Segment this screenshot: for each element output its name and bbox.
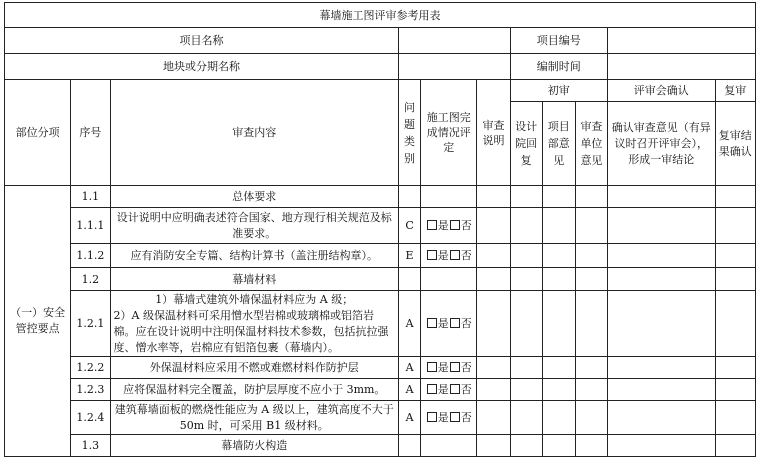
row-content-line: 2）A 级保温材料可采用憎水型岩棉或玻璃棉或铝箔岩棉。应在设计说明中注明保温材料技术参数，包括抗拉强度、憎水率等，岩棉应有铝箔包裹（幕墙内）。 xyxy=(113,308,389,354)
row-seq: 1.1.2 xyxy=(71,244,110,268)
plot-label: 地块或分期名称 xyxy=(5,54,399,80)
no-checkbox[interactable] xyxy=(450,362,460,372)
row-evaluation xyxy=(421,186,477,208)
row-seq: 1.3 xyxy=(71,435,110,457)
table-row xyxy=(5,208,756,244)
row-type xyxy=(399,435,421,457)
table-row xyxy=(5,379,756,401)
row-evaluation: 是 否 xyxy=(421,401,477,435)
header-review-note: 审查说明 xyxy=(477,80,510,186)
header-part: 部位分项 xyxy=(5,80,71,186)
header-project-opinion: 项目部意见 xyxy=(542,102,575,186)
row-evaluation: 是 否 xyxy=(421,244,477,268)
header-initial-review: 初审 xyxy=(510,80,607,102)
row-type xyxy=(399,186,421,208)
project-name-value[interactable] xyxy=(399,28,511,54)
row-seq: 1.2 xyxy=(71,268,110,291)
project-name-label: 项目名称 xyxy=(5,28,399,54)
date-label: 编制时间 xyxy=(510,54,607,80)
no-checkbox[interactable] xyxy=(450,384,460,394)
row-seq: 1.2.1 xyxy=(71,291,110,357)
no-checkbox[interactable] xyxy=(450,412,460,422)
row-seq: 1.2.3 xyxy=(71,379,110,401)
header-re-review-desc: 复审结果确认 xyxy=(715,102,755,186)
row-evaluation: 是 否 xyxy=(421,379,477,401)
yes-checkbox[interactable] xyxy=(427,250,437,260)
project-no-value[interactable] xyxy=(608,28,756,54)
no-checkbox[interactable] xyxy=(450,250,460,260)
header-reviewer-opinion: 审查单位意见 xyxy=(575,102,607,186)
row-evaluation xyxy=(421,435,477,457)
review-table xyxy=(4,2,756,457)
header-content: 审查内容 xyxy=(110,80,398,186)
row-type: A xyxy=(399,401,421,435)
row-evaluation xyxy=(421,268,477,291)
row-content xyxy=(110,291,398,357)
row-content: 幕墙材料 xyxy=(110,268,398,291)
row-seq: 1.1.1 xyxy=(71,208,110,244)
plot-value[interactable] xyxy=(399,54,511,80)
row-evaluation: 是 否 xyxy=(421,208,477,244)
table-title: 幕墙施工图评审参考用表 xyxy=(5,3,756,28)
row-content: 设计说明中应明确表述符合国家、地方现行相关规范及标准要求。 xyxy=(110,208,398,244)
no-checkbox[interactable] xyxy=(450,220,460,230)
row-content: 总体要求 xyxy=(110,186,398,208)
row-content: 外保温材料应采用不燃或难燃材料作防护层 xyxy=(110,357,398,379)
row-content: 应有消防安全专篇、结构计算书（盖注册结构章）。 xyxy=(110,244,398,268)
row-type: A xyxy=(399,291,421,357)
row-type xyxy=(399,268,421,291)
table-row xyxy=(5,186,756,208)
header-meeting-confirm: 评审会确认 xyxy=(608,80,716,102)
table-row xyxy=(5,244,756,268)
row-seq: 1.2.4 xyxy=(71,401,110,435)
row-seq: 1.1 xyxy=(71,186,110,208)
table-row xyxy=(5,268,756,291)
yes-checkbox[interactable] xyxy=(427,384,437,394)
table-row xyxy=(5,401,756,435)
row-type: E xyxy=(399,244,421,268)
table-row xyxy=(5,291,756,357)
no-checkbox[interactable] xyxy=(450,318,460,328)
header-meeting-desc: 确认审查意见（有异议时召开评审会），形成一审结论 xyxy=(608,102,716,186)
row-seq: 1.2.2 xyxy=(71,357,110,379)
project-no-label: 项目编号 xyxy=(510,28,607,54)
row-evaluation: 是 否 xyxy=(421,357,477,379)
row-content: 建筑幕墙面板的燃烧性能应为 A 级以上，建筑高度不大于 50m 时，可采用 B1 级材料。 xyxy=(110,401,398,435)
row-content-line: 1）幕墙式建筑外墙保温材料应为 A 级； xyxy=(155,292,354,306)
row-type: A xyxy=(399,379,421,401)
yes-checkbox[interactable] xyxy=(427,412,437,422)
row-type: C xyxy=(399,208,421,244)
header-evaluation: 施工图完成情况评定 xyxy=(421,80,477,186)
row-content: 应将保温材料完全覆盖，防护层厚度不应小于 3mm。 xyxy=(110,379,398,401)
yes-checkbox[interactable] xyxy=(427,220,437,230)
header-seq: 序号 xyxy=(71,80,110,186)
section-label: （一）安全管控要点 xyxy=(5,186,71,457)
row-evaluation: 是 否 xyxy=(421,291,477,357)
table-row xyxy=(5,357,756,379)
review-sheet xyxy=(4,2,756,464)
header-design-reply: 设计院回复 xyxy=(510,102,542,186)
date-value[interactable] xyxy=(608,54,756,80)
row-content: 幕墙防火构造 xyxy=(110,435,398,457)
table-row xyxy=(5,435,756,457)
header-issue-type: 问题类别 xyxy=(399,80,421,186)
yes-checkbox[interactable] xyxy=(427,362,437,372)
header-re-review: 复审 xyxy=(715,80,755,102)
row-type: A xyxy=(399,357,421,379)
yes-checkbox[interactable] xyxy=(427,318,437,328)
